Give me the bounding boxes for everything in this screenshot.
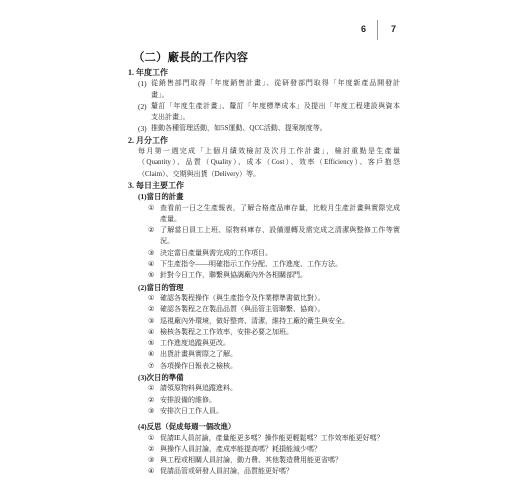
list-item <box>148 433 400 444</box>
page-number-right: 7 <box>391 24 397 34</box>
item-text-line: 檢核各製程之工作效率，安排必要之加班。 <box>160 327 293 336</box>
item-marker: (2) <box>138 101 147 111</box>
item-marker: ① <box>148 384 155 393</box>
list-item <box>148 455 400 466</box>
list-item <box>148 327 400 338</box>
item-marker: ② <box>148 395 155 404</box>
subsection-heading-today-management: (2)當日的管理 <box>138 282 184 292</box>
item-text-line: 畫」。 <box>151 90 169 99</box>
list-item <box>138 101 400 124</box>
item-text-line: 安排設備的維修。 <box>160 395 216 404</box>
item-marker: ④ <box>148 327 155 336</box>
list-item <box>148 349 400 360</box>
item-marker: ② <box>148 305 155 314</box>
item-text-line: 確認各製程之在製品品質（與品管主管聯繫、協商）。 <box>160 305 325 314</box>
list-item <box>148 383 400 394</box>
item-text-line: 與工程或相關人員討論，動力費、其他製造費用能更省嗎？ <box>160 456 342 465</box>
item-marker: ③ <box>148 248 155 257</box>
list-item <box>148 304 400 315</box>
item-text-line: 產量。 <box>160 214 181 223</box>
page-number-divider <box>377 20 378 40</box>
item-marker: ④ <box>148 260 155 269</box>
item-text-line: 促請IE人員討論，產量能更多嗎？操作能更輕鬆嗎？工作效率能更好嗎？ <box>160 433 384 442</box>
item-text-line: 下生產指令——明確指示工作分配、工作進度、工作方法。 <box>160 260 342 269</box>
item-marker: (1) <box>138 79 147 89</box>
list-item <box>148 466 400 477</box>
item-text-line: 了解當日員工上班、原物料庫存、設備運轉及需完成之清潔與整修工作等實 <box>160 226 400 235</box>
list-item <box>138 123 400 134</box>
document-body <box>0 67 520 478</box>
item-text-line: 巡視廠內外環境，做好整齊、清潔，維持工廠的衛生與安全。 <box>160 316 349 325</box>
list-item <box>148 338 400 349</box>
item-marker: ① <box>148 203 155 212</box>
item-text-line: 支出計畫」。 <box>151 113 190 122</box>
item-text-line: 工作進度追蹤與更改。 <box>160 339 230 348</box>
list-item <box>148 406 400 417</box>
page-number-left: 6 <box>361 24 367 34</box>
item-marker: ④ <box>148 467 155 476</box>
section-heading-annual: 1. 年度工作 <box>128 68 168 77</box>
item-text-line: 查看前一日之生產報表，了解合格產品庫存量，比較月生產計畫與實際完成 <box>160 203 400 212</box>
item-marker: ① <box>148 293 155 302</box>
item-marker: ② <box>148 226 155 235</box>
list-item <box>148 203 400 226</box>
subsection-heading-next-day-prep: (3)次日的準備 <box>138 373 184 383</box>
paragraph-line: （Quantity）、品質（Quality）、成本（Cost）、效率（Efficiency）、客戶抱怨 <box>138 158 400 167</box>
item-marker: ① <box>148 433 155 442</box>
item-marker: ⑥ <box>148 350 155 359</box>
subsection-heading-today-plan: (1)當日的計畫 <box>138 192 184 202</box>
list-item <box>148 259 400 270</box>
list-item <box>148 395 400 406</box>
item-marker: ③ <box>148 316 155 325</box>
item-text-line: 針對今日工作，聯繫與協調廠內外各相關部門。 <box>160 271 307 280</box>
page-title: （二）廠長的工作內容 <box>133 52 248 64</box>
item-text-line: 與操作人員討論，產成率能提高嗎？耗損能減少嗎？ <box>160 444 321 453</box>
item-marker: ③ <box>148 406 155 415</box>
item-marker: ⑤ <box>148 271 155 280</box>
item-text-line: 決定當日產量與需完成的工作項目。 <box>160 248 272 257</box>
paragraph-line: （Claim）、交期與出貨（Delivery）等。 <box>138 169 261 178</box>
list-item <box>148 361 400 372</box>
item-text-line: 各項操作日報表之檢核。 <box>160 361 237 370</box>
subsection-heading-reflection: (4)反思（促成每週一個改進） <box>138 422 236 432</box>
list-item <box>148 225 400 248</box>
item-text-line: 況。 <box>160 237 174 246</box>
item-text-line: 請領原物料與追蹤進料。 <box>160 384 237 393</box>
list-item <box>148 248 400 259</box>
item-text-line: 釐訂「年度生產計畫」、釐訂「年度標準成本」及提出「年度工程建設與資本 <box>151 101 400 110</box>
list-item <box>148 293 400 304</box>
item-text-line: 促請品管或研發人員討論，品質能更好嗎？ <box>160 467 293 476</box>
item-text-line: 確認各製程操作（與生產指令及作業標準書做比對）。 <box>160 293 325 302</box>
list-item <box>138 78 400 101</box>
paragraph-line: 每月第一週完成「上個月績效檢討及次月工作計畫」，檢討重點是生產量 <box>138 147 400 156</box>
item-text-line: 安排次日工作人員。 <box>160 406 223 415</box>
monthly-paragraph <box>138 146 400 180</box>
section-heading-daily: 3. 每日主要工作 <box>128 180 184 190</box>
item-marker: ③ <box>148 456 155 465</box>
item-marker: ② <box>148 444 155 453</box>
item-text-line: 出貨計畫與實際之了解。 <box>160 350 237 359</box>
item-text-line: 推動各種管理活動，如5S運動、QCC活動、提案制度等。 <box>151 124 327 133</box>
item-marker: ⑦ <box>148 361 155 370</box>
list-item <box>148 270 400 281</box>
section-heading-monthly: 2. 月分工作 <box>128 135 168 145</box>
list-item <box>148 444 400 455</box>
item-marker: ⑤ <box>148 339 155 348</box>
list-item <box>148 316 400 327</box>
item-marker: (3) <box>138 124 147 134</box>
item-text-line: 從銷售部門取得「年度銷售計畫」、從研發部門取得「年度新產品開發計 <box>151 79 400 88</box>
